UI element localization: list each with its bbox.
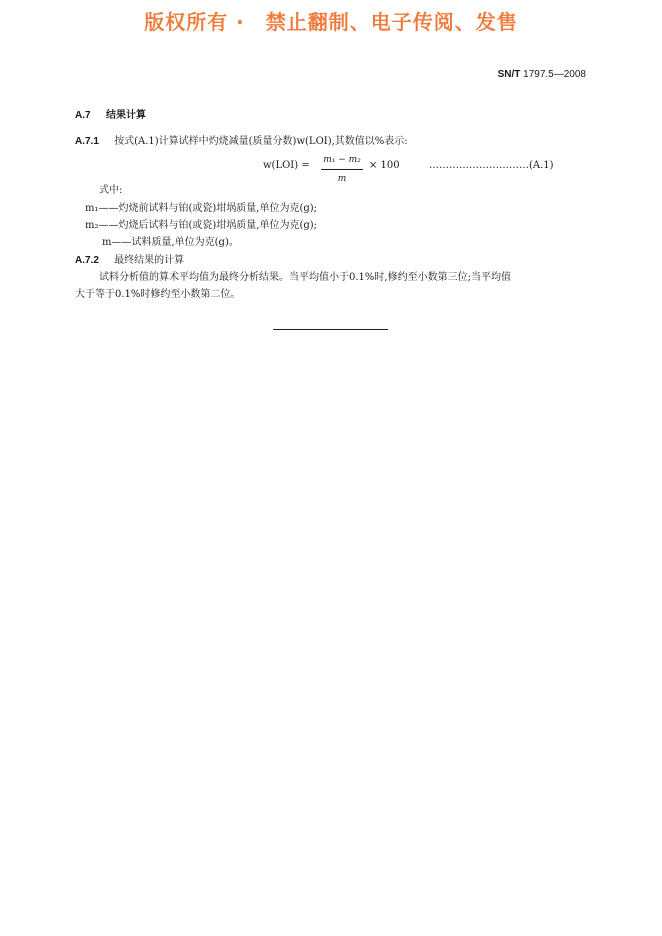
variable-m1: m₁——灼烧前试料与铂(或瓷)坩埚质量,单位为克(g); [85,203,318,214]
fraction-bar [321,169,363,170]
standard-code [498,69,586,80]
formula-label: …………………………(A.1) [429,160,554,171]
end-of-document-rule [273,329,388,330]
section-a71-number: A.7.1 [75,136,99,147]
copyright-watermark: 版权所有 · 禁止翻制、电子传阅、发售 [144,10,518,34]
variable-m: m——试料质量,单位为克(g)。 [102,237,239,248]
variable-m2: m₂——灼烧后试料与铂(或瓷)坩埚质量,单位为克(g); [85,220,318,231]
formula-rhs: × 100 [369,160,400,171]
final-result-text-line-2: 大于等于0.1%时修约至小数第二位。 [75,289,241,300]
section-a7-heading [75,108,146,124]
section-a7-title: 结果计算 [106,110,147,121]
formula-fraction [321,152,363,187]
formula-lhs: w(LOI) = [263,160,310,171]
section-a7-number: A.7 [75,110,91,121]
formula-denominator: m [337,174,347,184]
section-a71-text: 按式(A.1)计算试样中灼烧减量(质量分数)w(LOI),其数值以%表示: [114,136,408,147]
where-label: 式中: [99,185,123,196]
formula-numerator: m₁ − m₂ [323,155,361,165]
section-a72-title: 最终结果的计算 [114,255,185,266]
standard-prefix: SN/T [497,69,521,80]
section-a71-paragraph [75,134,408,150]
section-a72-heading [75,253,184,269]
section-a72-number: A.7.2 [75,255,99,266]
final-result-text-line-1: 试料分析值的算术平均值为最终分析结果。当平均值小于0.1%时,修约至小数第三位;当平均值 [99,272,511,283]
standard-number: 1797.5—2008 [523,69,586,80]
formula-a1 [263,152,593,182]
